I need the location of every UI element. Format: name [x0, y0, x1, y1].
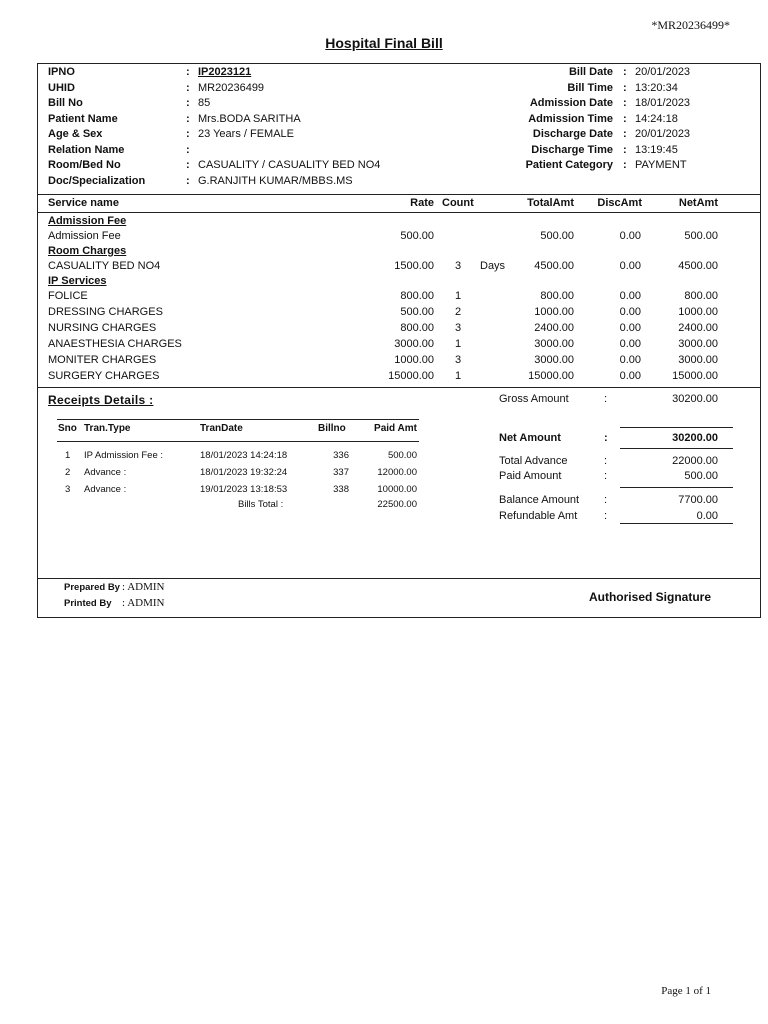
service-net: 15000.00 — [672, 370, 718, 382]
services-divider — [37, 387, 761, 388]
total-advance-label: Total Advance — [499, 455, 568, 467]
receipt-col-sno: Sno — [58, 423, 77, 434]
service-rate: 500.00 — [400, 230, 434, 242]
service-net: 3000.00 — [678, 338, 718, 350]
info-colon: : — [623, 112, 627, 125]
service-disc: 0.00 — [619, 370, 641, 382]
receipt-type: IP Admission Fee : — [84, 450, 164, 461]
service-rate: 1000.00 — [394, 354, 434, 366]
service-net: 500.00 — [684, 230, 718, 242]
total-advance-value: 22000.00 — [672, 455, 718, 467]
info-label: Admission Date — [529, 97, 613, 109]
service-unit: Days — [480, 260, 506, 272]
info-label: IPNO — [48, 66, 75, 78]
gross-amount-value: 30200.00 — [672, 393, 718, 405]
receipt-col-type: Tran.Type — [84, 423, 131, 434]
bills-total-value: 22500.00 — [377, 499, 417, 510]
info-value: CASUALITY / CASUALITY BED NO4 — [198, 159, 381, 171]
service-count: 3 — [455, 354, 462, 366]
service-category: Room Charges — [48, 245, 127, 257]
paid-underline — [620, 487, 733, 488]
receipt-paid: 10000.00 — [377, 484, 417, 495]
info-label: Admission Time — [528, 112, 613, 125]
receipt-billno: 338 — [333, 484, 349, 495]
info-value: PAYMENT — [635, 159, 687, 171]
info-colon: : — [186, 66, 190, 78]
paid-amount-value: 500.00 — [684, 470, 718, 482]
info-colon: : — [186, 112, 190, 125]
service-count: 2 — [455, 306, 462, 318]
printed-by-value: : ADMIN — [122, 597, 165, 609]
info-label: Discharge Date — [532, 128, 613, 140]
service-count: 3 — [455, 322, 462, 334]
net-colon: : — [604, 432, 608, 444]
info-colon: : — [623, 97, 627, 109]
info-label: Relation Name — [48, 143, 125, 156]
net-amount-label: Net Amount — [499, 432, 561, 444]
refundable-amt-value: 0.00 — [696, 510, 718, 522]
top-border — [37, 63, 761, 64]
service-rate: 800.00 — [400, 322, 434, 334]
info-value: 13:19:45 — [635, 143, 678, 156]
service-disc: 0.00 — [619, 260, 641, 272]
service-total: 15000.00 — [528, 370, 574, 382]
info-label: Doc/Specialization — [48, 174, 146, 187]
net-amount-value: 30200.00 — [672, 432, 718, 444]
receipt-billno: 336 — [333, 450, 349, 461]
balance-colon: : — [604, 494, 608, 506]
info-value: 18/01/2023 — [635, 97, 691, 109]
receipt-billno: 337 — [333, 467, 349, 478]
info-colon: : — [623, 143, 627, 156]
info-colon: : — [623, 66, 627, 78]
info-colon: : — [186, 128, 190, 140]
info-colon: : — [186, 97, 190, 109]
info-label: Bill No — [48, 97, 83, 109]
info-value: 13:20:34 — [635, 81, 678, 94]
col-rate: Rate — [410, 197, 434, 209]
receipt-type: Advance : — [84, 467, 127, 478]
service-net: 800.00 — [684, 290, 718, 302]
net-bottom-line — [620, 448, 733, 449]
service-category: Admission Fee — [48, 215, 127, 227]
paid-colon: : — [604, 470, 608, 482]
service-name: CASUALITY BED NO4 — [48, 260, 161, 272]
service-disc: 0.00 — [619, 290, 641, 302]
receipt-col-date: TranDate — [200, 423, 243, 434]
printed-by-label: Printed By — [64, 598, 112, 609]
info-value: 20/01/2023 — [635, 128, 691, 140]
receipts-title: Receipts Details : — [48, 393, 154, 407]
service-total: 2400.00 — [534, 322, 574, 334]
info-label: Room/Bed No — [48, 159, 121, 171]
info-colon: : — [186, 174, 190, 187]
service-rate: 3000.00 — [394, 338, 434, 350]
service-disc: 0.00 — [619, 230, 641, 242]
service-count: 1 — [455, 338, 462, 350]
receipt-col-billno: Billno — [318, 423, 346, 434]
gross-colon: : — [604, 393, 608, 405]
info-label: Bill Date — [568, 66, 613, 78]
service-net: 4500.00 — [678, 260, 718, 272]
info-label: Patient Name — [48, 112, 118, 125]
footer-divider — [37, 578, 761, 579]
service-rate: 1500.00 — [394, 260, 434, 272]
balance-amount-label: Balance Amount — [499, 494, 580, 506]
receipt-paid: 500.00 — [387, 450, 417, 461]
service-rate: 15000.00 — [388, 370, 434, 382]
receipt-top-line — [57, 419, 419, 420]
service-count: 1 — [455, 370, 462, 382]
service-disc: 0.00 — [619, 354, 641, 366]
col-net: NetAmt — [678, 197, 718, 209]
info-value: 85 — [198, 97, 211, 109]
info-value: MR20236499 — [198, 81, 265, 94]
header-underline — [37, 212, 761, 213]
receipt-date: 18/01/2023 14:24:18 — [200, 450, 288, 461]
service-name: ANAESTHESIA CHARGES — [48, 338, 182, 350]
receipt-sno: 2 — [65, 467, 71, 478]
info-value: IP2023121 — [198, 66, 252, 78]
info-value: G.RANJITH KUMAR/MBBS.MS — [198, 174, 353, 187]
prepared-by-label: Prepared By — [64, 582, 120, 593]
balance-amount-value: 7700.00 — [678, 494, 718, 506]
service-name: FOLICE — [48, 290, 88, 302]
service-net: 3000.00 — [678, 354, 718, 366]
service-total: 800.00 — [540, 290, 574, 302]
service-disc: 0.00 — [619, 306, 641, 318]
service-total: 3000.00 — [534, 338, 574, 350]
service-net: 1000.00 — [678, 306, 718, 318]
receipt-col-paid: Paid Amt — [374, 423, 417, 434]
service-total: 3000.00 — [534, 354, 574, 366]
info-value: 20/01/2023 — [635, 66, 691, 78]
receipt-sno: 1 — [65, 450, 71, 461]
info-colon: : — [186, 143, 190, 156]
service-name: NURSING CHARGES — [48, 322, 157, 334]
receipt-header-line — [57, 441, 419, 442]
col-count: Count — [442, 197, 474, 209]
service-count: 1 — [455, 290, 462, 302]
service-disc: 0.00 — [619, 338, 641, 350]
refundable-amt-label: Refundable Amt — [499, 510, 578, 522]
info-label: UHID — [48, 81, 75, 94]
info-value: 23 Years / FEMALE — [198, 128, 294, 140]
service-disc: 0.00 — [619, 322, 641, 334]
info-label: Patient Category — [525, 159, 613, 171]
prepared-by-value: : ADMIN — [122, 581, 165, 593]
info-label: Discharge Time — [531, 143, 613, 156]
info-colon: : — [186, 81, 190, 94]
page-title: Hospital Final Bill — [325, 35, 443, 51]
service-name: SURGERY CHARGES — [48, 370, 160, 382]
info-colon: : — [623, 81, 627, 94]
service-total: 500.00 — [540, 230, 574, 242]
net-top-line — [620, 427, 733, 428]
service-total: 1000.00 — [534, 306, 574, 318]
refund-underline — [620, 523, 733, 524]
service-name: MONITER CHARGES — [48, 354, 157, 366]
receipt-date: 18/01/2023 19:32:24 — [200, 467, 288, 478]
authorised-signature: Authorised Signature — [588, 590, 711, 604]
service-rate: 800.00 — [400, 290, 434, 302]
info-colon: : — [186, 159, 190, 171]
receipt-paid: 12000.00 — [377, 467, 417, 478]
bills-total-label: Bills Total : — [238, 499, 284, 510]
info-value: Mrs.BODA SARITHA — [198, 112, 301, 125]
service-count: 3 — [455, 260, 462, 272]
service-category: IP Services — [48, 275, 107, 287]
paid-amount-label: Paid Amount — [499, 470, 562, 482]
info-colon: : — [623, 159, 627, 171]
barcode-text: *MR20236499* — [651, 18, 730, 32]
refund-colon: : — [604, 510, 608, 522]
col-total: TotalAmt — [527, 197, 574, 209]
info-label: Bill Time — [567, 81, 613, 94]
receipt-date: 19/01/2023 13:18:53 — [200, 484, 288, 495]
receipt-sno: 3 — [65, 484, 71, 495]
col-service-name: Service name — [48, 197, 119, 209]
gross-amount-label: Gross Amount — [499, 393, 569, 405]
service-name: Admission Fee — [48, 230, 121, 242]
service-rate: 500.00 — [400, 306, 434, 318]
info-value: 14:24:18 — [635, 112, 678, 125]
service-net: 2400.00 — [678, 322, 718, 334]
service-total: 4500.00 — [534, 260, 574, 272]
receipt-type: Advance : — [84, 484, 127, 495]
col-disc: DiscAmt — [597, 197, 642, 209]
info-colon: : — [623, 128, 627, 140]
service-name: DRESSING CHARGES — [48, 306, 163, 318]
page-number: Page 1 of 1 — [661, 985, 711, 997]
advance-colon: : — [604, 455, 608, 467]
info-divider — [37, 194, 761, 195]
info-label: Age & Sex — [48, 128, 103, 140]
